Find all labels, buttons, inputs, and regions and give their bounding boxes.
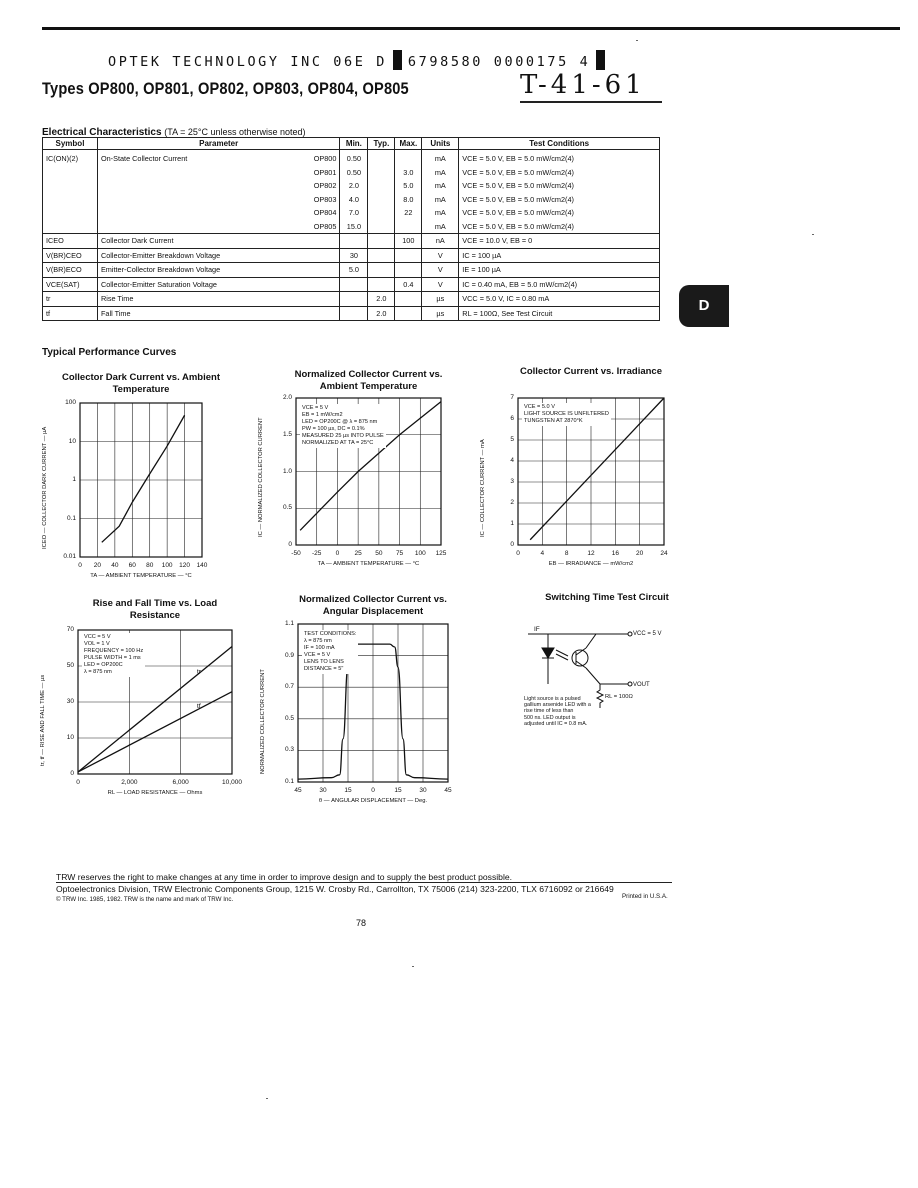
chart-notes — [82, 633, 145, 677]
table-row — [43, 277, 660, 292]
y-tick-label: 0.5 — [284, 714, 294, 722]
x-tick-label: 75 — [395, 550, 404, 557]
col-header-min: Min. — [340, 138, 368, 150]
ion-cond: VCE = 5.0 V, EB = 5.0 mW/cm2(4) — [462, 208, 574, 217]
x-tick-label: 15 — [394, 787, 402, 794]
ion-part: OP800 — [313, 154, 337, 163]
circuit-note-line: rise time of less than — [524, 708, 574, 715]
electrical-title-note: (TA = 25°C unless otherwise noted) — [164, 127, 306, 137]
x-tick-label: 40 — [111, 562, 119, 569]
chart-note-line: PULSE WIDTH = 1 ms — [84, 655, 141, 661]
ion-unit: mA — [434, 181, 446, 190]
col-header-parameter: Parameter — [97, 138, 339, 150]
y-tick-label: 10 — [68, 437, 76, 445]
y-tick-label: 0.3 — [284, 746, 294, 754]
col-header-max: Max. — [395, 138, 422, 150]
x-tick-label: 12 — [587, 550, 595, 557]
scan-speck — [266, 1098, 268, 1099]
ion-symbol: IC(ON)(2) — [43, 150, 98, 234]
ion-max — [398, 152, 418, 166]
row-typ — [368, 248, 395, 263]
row-cond: IC = 0.40 mA, EB = 5.0 mW/cm2(4) — [459, 277, 660, 292]
x-tick-label: 30 — [319, 787, 327, 794]
scan-speck — [412, 966, 414, 967]
ion-cond: VCE = 5.0 V, EB = 5.0 mW/cm2(4) — [462, 154, 574, 163]
y-tick-label: 1.5 — [282, 430, 292, 438]
col-header-symbol: Symbol — [43, 138, 98, 150]
x-tick-label: 4 — [540, 550, 545, 557]
footer-copyright: © TRW Inc. 1985, 1982. TRW is the name and mark of TRW Inc. — [56, 896, 234, 903]
x-tick-label: 30 — [419, 787, 427, 794]
row-parameter: Collector-Emitter Breakdown Voltage — [97, 248, 339, 263]
y-axis-label: ICEO — COLLECTOR DARK CURRENT — µA — [42, 426, 48, 549]
header-code-line — [108, 50, 611, 70]
chart-title: Normalized Collector Current vs. Ambient Temperature — [294, 369, 443, 392]
page-number: 78 — [356, 918, 367, 928]
row-min — [340, 277, 368, 292]
footer-address: Optoelectronics Division, TRW Electronic Components Group, 1215 W. Crosby Rd., Carrollton, TX 75006 (214) 323-2200, TLX 6716092 or 216649 — [56, 884, 614, 894]
x-tick-label: 0 — [76, 779, 80, 786]
ion-max-cell — [395, 150, 422, 234]
y-axis-label: NORMALIZED COLLECTOR CURRENT — [260, 669, 266, 774]
y-tick-label: 3 — [510, 478, 514, 485]
x-tick-label: 6,000 — [172, 779, 189, 786]
ion-min: 4.0 — [348, 194, 359, 204]
x-axis-label: TA — AMBIENT TEMPERATURE — °C — [90, 573, 192, 579]
row-max: 100 — [395, 234, 422, 249]
col-header-units: Units — [422, 138, 459, 150]
row-parameter: Rise Time — [97, 292, 339, 307]
header-company-code: OPTEK TECHNOLOGY INC 06E D — [108, 54, 387, 70]
y-tick-label: 0.9 — [284, 651, 294, 659]
chart-note-line: VCE = 5 V — [302, 405, 329, 411]
ion-max: 5.0 — [403, 181, 414, 190]
handwritten-code: T-41-61 — [520, 70, 646, 100]
x-tick-label: 0 — [78, 562, 82, 569]
series-label: tr — [197, 668, 202, 676]
y-tick-label: 0 — [70, 770, 74, 777]
x-tick-label: 80 — [146, 562, 154, 569]
ion-unit: mA — [434, 154, 446, 163]
row-parameter: Collector Dark Current — [97, 234, 339, 249]
electrical-characteristics-table — [42, 137, 660, 321]
y-tick-label: 4 — [510, 457, 514, 464]
y-tick-label: 0.5 — [282, 504, 292, 512]
scan-speck — [636, 40, 638, 41]
row-parameter: Emitter-Collector Breakdown Voltage — [97, 263, 339, 278]
y-axis-label: IC — NORMALIZED COLLECTOR CURRENT — [258, 417, 264, 537]
circuit-note — [524, 696, 591, 727]
ion-part: OP804 — [313, 208, 337, 217]
y-tick-label: 1 — [510, 520, 514, 527]
y-tick-label: 5 — [510, 436, 514, 443]
x-axis-label: TA — AMBIENT TEMPERATURE — °C — [317, 561, 420, 567]
row-typ — [368, 263, 395, 278]
ion-cond: VCE = 5.0 V, EB = 5.0 mW/cm2(4) — [462, 221, 574, 231]
circuit-note-line: adjusted until IC = 0.8 mA. — [524, 720, 588, 727]
ion-units-cell — [422, 150, 459, 234]
chart-note-line: EB = 1 mW/cm2 — [302, 412, 343, 418]
row-symbol: VCE(SAT) — [43, 277, 98, 292]
scan-speck — [812, 234, 814, 235]
ion-min: 2.0 — [348, 181, 359, 190]
y-tick-label: 0 — [288, 541, 292, 548]
row-cond: IC = 100 µA — [459, 248, 660, 263]
y-tick-label: 7 — [510, 394, 514, 401]
x-tick-label: 50 — [375, 550, 383, 557]
y-tick-label: 100 — [65, 399, 76, 406]
circuit-vcc-label: VCC = 5 V — [633, 631, 662, 637]
x-tick-label: 100 — [161, 562, 173, 569]
y-tick-label: 0.01 — [63, 553, 76, 560]
y-tick-label: 1 — [72, 476, 76, 483]
ion-typ-cell — [368, 150, 395, 234]
table-row — [43, 234, 660, 249]
row-cond: VCC = 5.0 V, IC = 0.80 mA — [459, 292, 660, 307]
row-units: µs — [422, 292, 459, 307]
row-min: 30 — [340, 248, 368, 263]
ion-max: 8.0 — [403, 194, 414, 204]
x-tick-label: 25 — [354, 550, 362, 557]
ion-cond: VCE = 5.0 V, EB = 5.0 mW/cm2(4) — [462, 194, 574, 204]
x-tick-label: 8 — [564, 550, 569, 557]
circuit-rl-label: RL = 100Ω — [605, 694, 633, 700]
x-tick-label: 24 — [660, 550, 668, 557]
x-tick-label: 60 — [128, 562, 136, 569]
row-parameter: Fall Time — [97, 306, 339, 321]
ion-min: 15.0 — [346, 221, 361, 231]
ion-cond-cell — [459, 150, 660, 234]
ion-unit: mA — [434, 221, 446, 231]
x-tick-label: 20 — [636, 550, 644, 557]
chart-note-line: TUNGSTEN AT 2870°K — [524, 418, 583, 424]
chart-note-line: LENS TO LENS — [304, 659, 344, 665]
y-tick-label: 0.1 — [66, 514, 76, 522]
y-tick-label: 70 — [66, 626, 74, 633]
chart-note-line: LIGHT SOURCE IS UNFILTERED — [524, 411, 609, 417]
ion-min: 0.50 — [346, 167, 361, 177]
led-diode-icon — [542, 648, 554, 658]
circuit-note-line: Light source is a pulsed — [524, 696, 581, 702]
ion-min: 0.50 — [346, 154, 361, 163]
chart-notes — [522, 403, 611, 426]
handwritten-underline — [520, 101, 662, 103]
x-tick-label: 16 — [611, 550, 619, 557]
table-row — [43, 263, 660, 278]
y-axis-label: tr, tf — RISE AND FALL TIME — µs — [40, 674, 46, 766]
chart-note-line: λ = 875 nm — [84, 669, 112, 675]
x-tick-label: 125 — [435, 550, 447, 557]
chart-note-line: NORMALIZED AT TA = 25°C — [302, 440, 374, 446]
row-min: 5.0 — [340, 263, 368, 278]
y-tick-label: 30 — [66, 698, 74, 705]
chart-title: Collector Dark Current vs. Ambient Temperature — [61, 372, 221, 395]
y-axis-label: IC — COLLECTOR CURRENT — mA — [480, 439, 486, 537]
col-header-test-conditions: Test Conditions — [459, 138, 660, 150]
electrical-title-text: Electrical Characteristics — [42, 127, 162, 138]
ion-parameter-cell — [97, 150, 339, 234]
row-typ: 2.0 — [368, 292, 395, 307]
x-tick-label: 10,000 — [222, 779, 242, 786]
row-max — [395, 263, 422, 278]
y-tick-label: 1.1 — [284, 620, 294, 627]
x-tick-label: -25 — [312, 550, 322, 557]
row-units: µs — [422, 306, 459, 321]
row-cond: IE = 100 µA — [459, 263, 660, 278]
table-row — [43, 248, 660, 263]
chart-note-line: LED = OP200C — [84, 662, 123, 668]
x-axis-label: RL — LOAD RESISTANCE — Ohms — [107, 790, 203, 796]
resistor-icon — [597, 684, 603, 708]
col-header-typ: Typ. — [368, 138, 395, 150]
chart-note-line: DISTANCE = 5" — [304, 666, 344, 672]
row-units: V — [422, 248, 459, 263]
chart-note-line: λ = 875 nm — [304, 638, 332, 644]
row-symbol: V(BR)ECO — [43, 263, 98, 278]
y-tick-label: 1.0 — [282, 467, 292, 475]
chart-title: Rise and Fall Time vs. Load Resistance — [92, 598, 218, 621]
y-tick-label: 0.1 — [284, 778, 294, 785]
ion-part: OP801 — [313, 167, 337, 177]
x-tick-label: 45 — [294, 787, 302, 794]
chart-note-line: LED = OP200C @ λ = 875 nm — [302, 419, 378, 425]
x-tick-label: 45 — [444, 787, 452, 794]
row-units: nA — [422, 234, 459, 249]
ion-part: OP805 — [313, 221, 337, 231]
row-max — [395, 292, 422, 307]
row-min — [340, 292, 368, 307]
header-lot-code: 6798580 0000175 4 — [407, 54, 591, 70]
ion-max — [398, 220, 418, 234]
x-tick-label: 0 — [371, 787, 375, 794]
row-symbol: ICEO — [43, 234, 98, 249]
ion-part: OP802 — [313, 181, 337, 190]
chart-title: Collector Current vs. Irradiance — [519, 366, 663, 377]
x-axis-label: EB — IRRADIANCE — mW/cm2 — [548, 561, 634, 567]
switching-title: Switching Time Test Circuit — [545, 592, 669, 603]
y-tick-label: 6 — [510, 415, 514, 422]
chart-note-line: VCE = 5 V — [304, 652, 331, 658]
series-label: tf — [197, 702, 201, 710]
chart-note-line: PW = 100 µs, DC = 0.1% — [302, 426, 365, 432]
circuit-if-label: IF — [534, 626, 540, 633]
ion-parameter: On-State Collector Current — [100, 154, 188, 163]
ion-max: 22 — [404, 208, 413, 217]
row-max — [395, 306, 422, 321]
page-title: Types OP800, OP801, OP802, OP803, OP804, OP805 — [42, 79, 409, 98]
x-tick-label: 0 — [335, 550, 340, 557]
chart-note-line: TEST CONDITIONS: — [304, 631, 357, 637]
chart-notes — [300, 404, 386, 448]
header-block-mark-left — [393, 50, 402, 70]
header-block-mark-right — [596, 50, 605, 70]
row-units: V — [422, 263, 459, 278]
row-cond: RL = 100Ω, See Test Circuit — [459, 306, 660, 321]
chart-note-line: FREQUENCY = 100 Hz — [84, 648, 144, 654]
x-tick-label: 15 — [344, 787, 352, 794]
ion-unit: mA — [434, 167, 446, 177]
footer-rule — [56, 882, 672, 883]
y-tick-label: 0 — [510, 541, 514, 548]
ion-cond: VCE = 5.0 V, EB = 5.0 mW/cm2(4) — [462, 167, 574, 177]
chart-title: Normalized Collector Current vs. Angular Displacement — [299, 594, 447, 617]
chart-plot-area — [80, 403, 202, 557]
y-tick-label: 0.7 — [284, 683, 294, 691]
ion-cond: VCE = 5.0 V, EB = 5.0 mW/cm2(4) — [462, 181, 574, 190]
row-max: 0.4 — [395, 277, 422, 292]
chart-note-line: IF = 100 mA — [304, 645, 335, 651]
footer-disclaimer: TRW reserves the right to make changes at any time in order to improve design and to supply the best product possible. — [56, 872, 513, 882]
row-symbol: V(BR)CEO — [43, 248, 98, 263]
table-header-row — [43, 138, 660, 150]
circuit-note-line: gallium arsenide LED with a — [524, 702, 591, 709]
ion-min-cell — [340, 150, 368, 234]
x-axis-label: θ — ANGULAR DISPLACEMENT — Deg. — [318, 798, 428, 804]
x-tick-label: 0 — [516, 550, 520, 557]
row-min — [340, 306, 368, 321]
chart-notes — [302, 630, 358, 674]
x-tick-label: 2,000 — [121, 779, 138, 786]
curves-title: Typical Performance Curves — [42, 347, 177, 358]
table-row — [43, 292, 660, 307]
ion-max: 3.0 — [403, 167, 414, 177]
top-rule — [42, 27, 900, 30]
row-min — [340, 234, 368, 249]
y-tick-label: 10 — [66, 734, 74, 741]
chart-note-line: VCC = 5 V — [84, 634, 111, 640]
row-typ: 2.0 — [368, 306, 395, 321]
row-symbol: tr — [43, 292, 98, 307]
ion-unit: mA — [434, 194, 446, 204]
table-row — [43, 306, 660, 321]
row-typ — [368, 234, 395, 249]
row-max — [395, 248, 422, 263]
ion-min: 7.0 — [348, 208, 359, 217]
series-line-tf — [78, 692, 232, 772]
footer-printed: Printed in U.S.A. — [622, 893, 668, 900]
y-tick-label: 50 — [66, 662, 74, 669]
row-symbol: tf — [43, 306, 98, 321]
section-tab-d: D — [679, 285, 729, 327]
series-line-0 — [102, 415, 185, 542]
row-typ — [368, 277, 395, 292]
x-tick-label: 140 — [196, 562, 208, 569]
x-tick-label: 100 — [414, 550, 426, 557]
x-tick-label: 20 — [93, 562, 102, 569]
chart-note-line: MEASURED 25 µs INTO PULSE — [302, 433, 384, 439]
chart-note-line: VOL = 1 V — [84, 641, 110, 647]
row-cond: VCE = 10.0 V, EB = 0 — [459, 234, 660, 249]
x-tick-label: -50 — [291, 550, 301, 557]
row-parameter: Collector-Emitter Saturation Voltage — [97, 277, 339, 292]
circuit-vout-label: VOUT — [633, 682, 650, 688]
x-tick-label: 120 — [179, 562, 190, 569]
ion-unit: mA — [434, 208, 446, 217]
row-units: V — [422, 277, 459, 292]
y-tick-label: 2 — [510, 499, 514, 506]
circuit-note-line: 500 ns. LED output is — [524, 714, 576, 721]
table-row-ion — [43, 150, 660, 234]
ion-part: OP803 — [313, 194, 337, 204]
chart-note-line: VCE = 5.0 V — [524, 404, 555, 410]
y-tick-label: 2.0 — [282, 394, 292, 401]
